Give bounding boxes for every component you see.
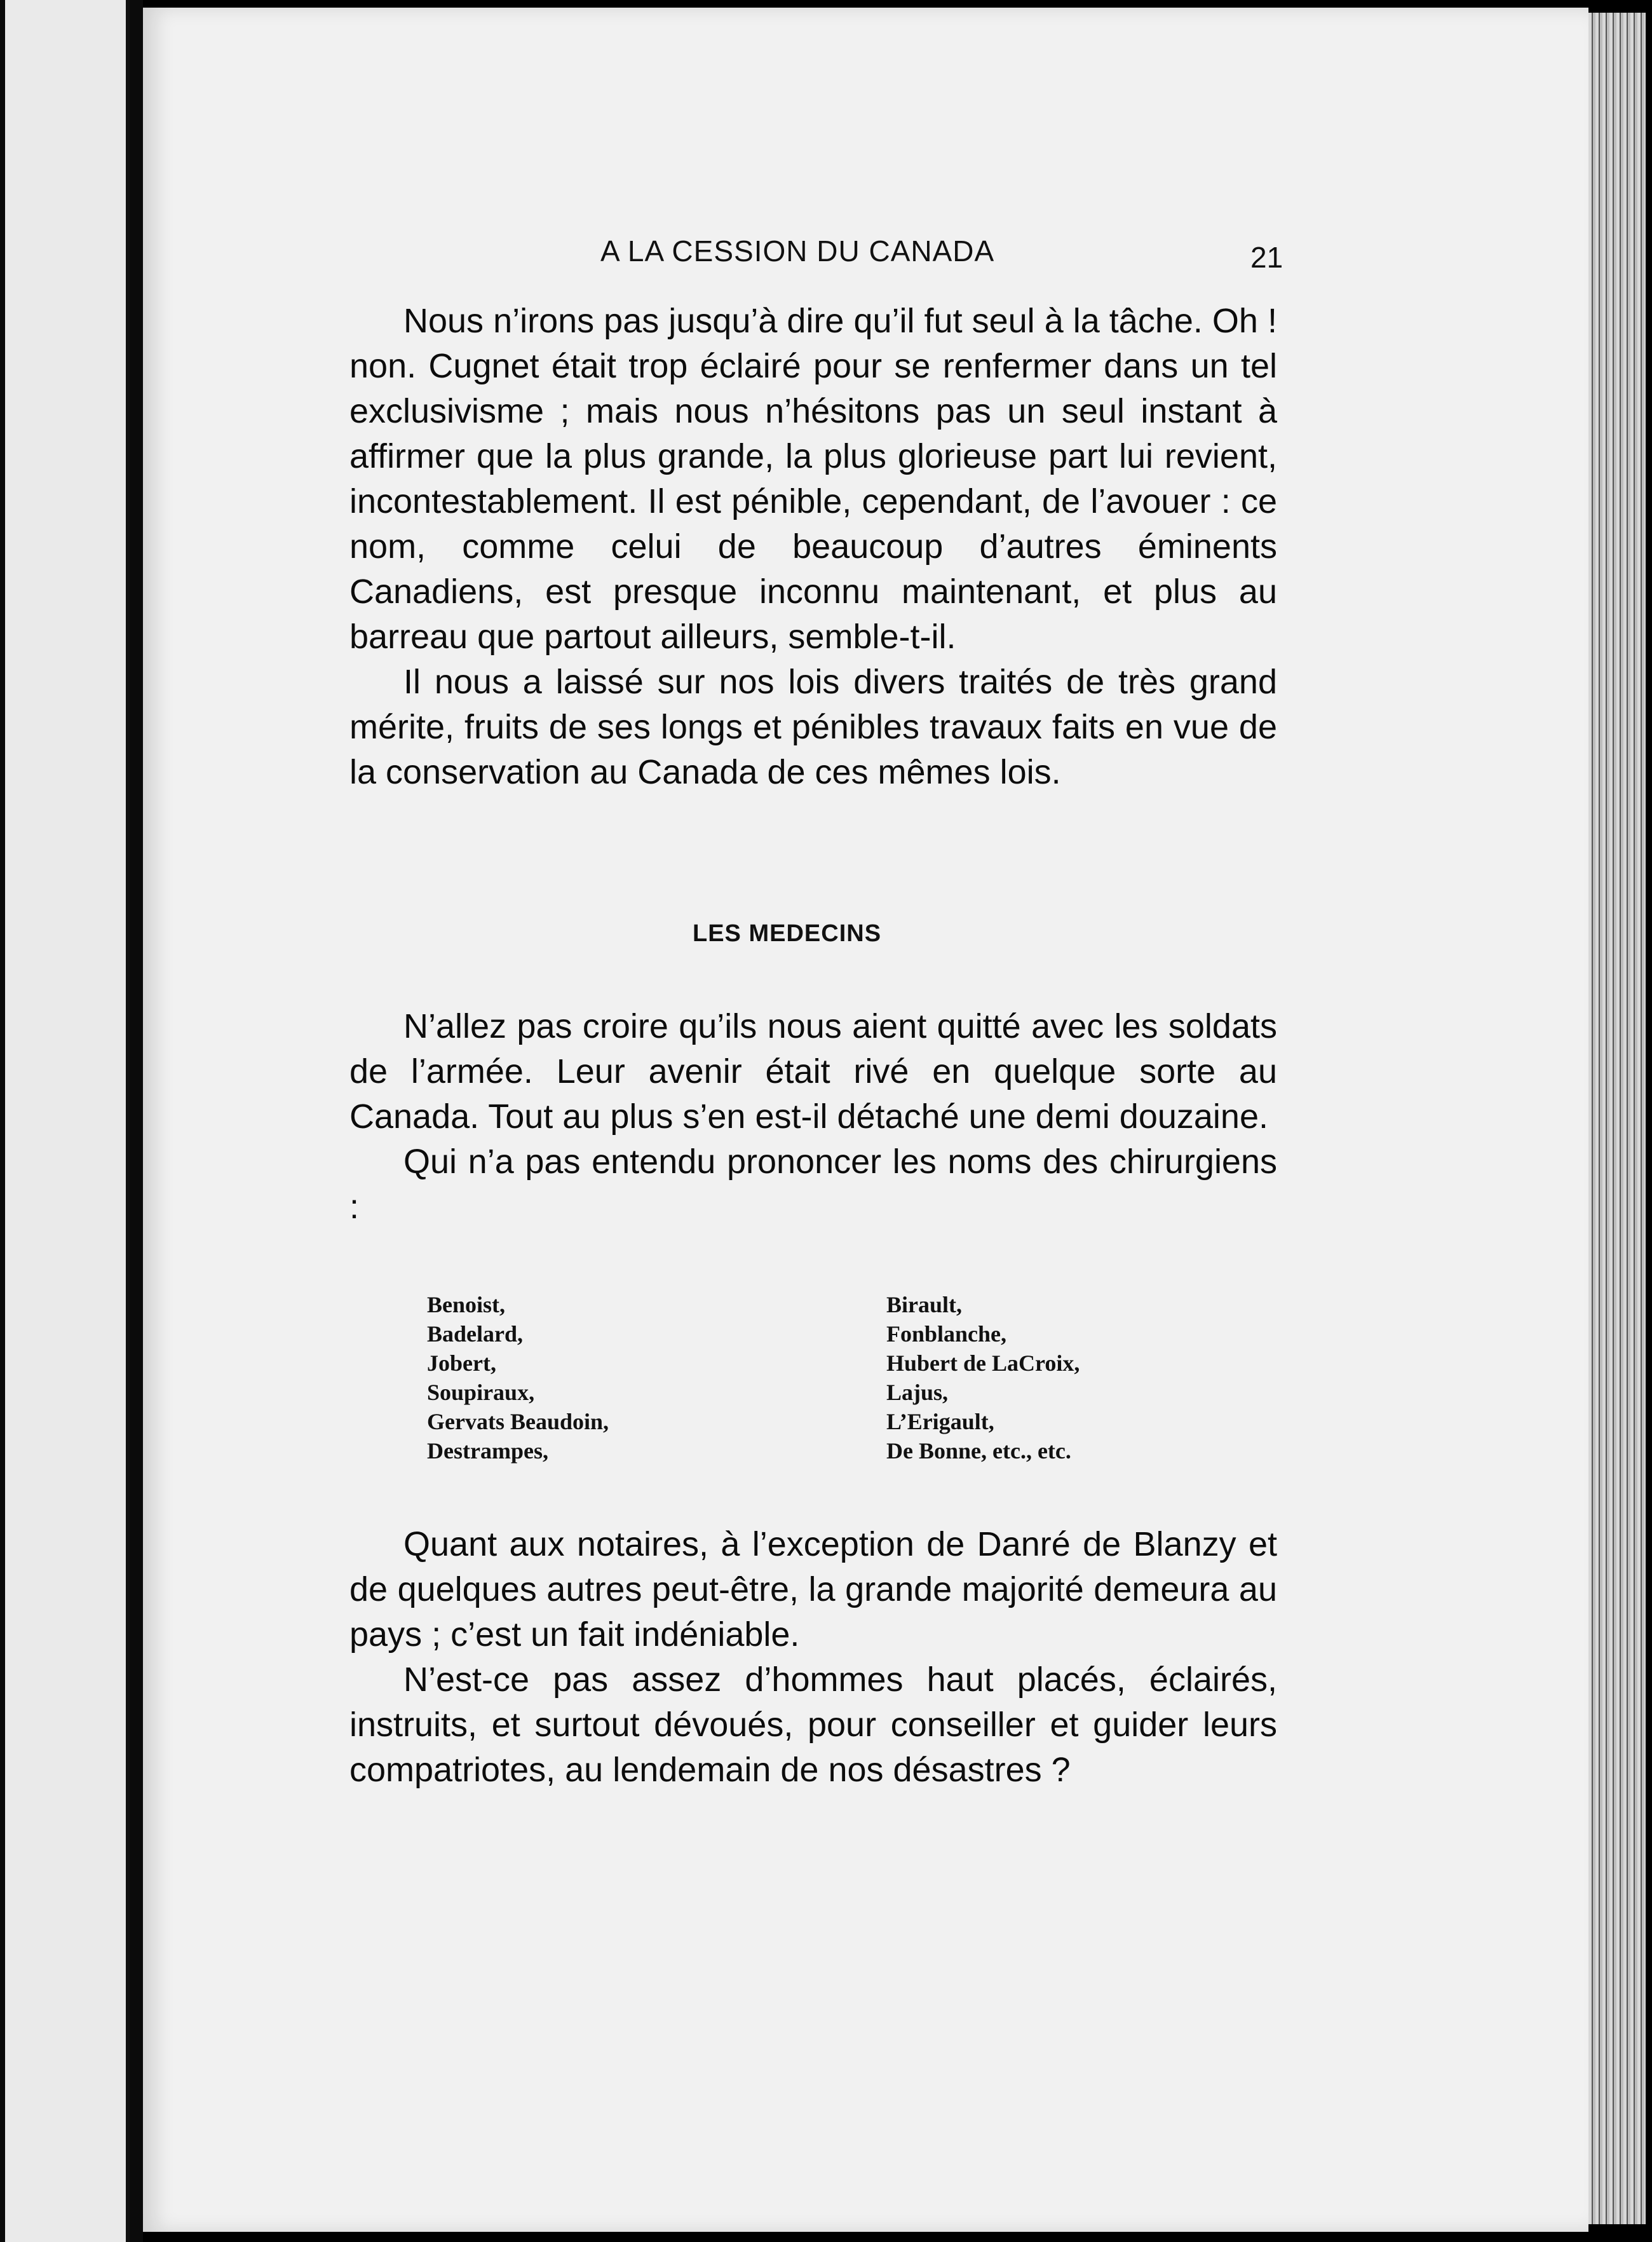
running-head: A LA CESSION DU CANADA [600, 234, 995, 268]
surgeons-list-right [886, 1290, 1080, 1465]
list-item: Fonblanche, [886, 1321, 1007, 1347]
list-item: Badelard, [427, 1321, 524, 1347]
facing-page-strip [5, 0, 130, 2242]
surgeons-list-left [427, 1290, 609, 1465]
page-stack-edges [1588, 13, 1646, 2224]
text-block-bottom [349, 1522, 1277, 1793]
paragraph: N’est-ce pas assez d’hommes haut placés, éclairés, instruits, et surtout dévoués, pour conseiller et guider leurs compatriotes, au lendemain de nos désastres ? [349, 1661, 1277, 1789]
list-item: L’Erigault, [886, 1409, 994, 1434]
paragraph: Quant aux notaires, à l’exception de Danré de Blanzy et de quelques autres peut-être, la grande majorité demeura au pays ; c’est un fait indéniable. [349, 1525, 1277, 1654]
list-item: Hubert de LaCroix, [886, 1350, 1080, 1376]
text-block-middle [349, 1004, 1277, 1230]
list-item: Jobert, [427, 1350, 496, 1376]
section-heading: LES MEDECINS [693, 920, 882, 947]
list-item: Soupiraux, [427, 1380, 535, 1405]
list-item: De Bonne, etc., etc. [886, 1438, 1071, 1464]
list-item: Birault, [886, 1292, 963, 1317]
paragraph: N’allez pas croire qu’ils nous aient quitté avec les soldats de l’armée. Leur avenir était rivé en quelque sorte au Canada. Tout au plus s’en est-il détaché une demi douzaine. [349, 1007, 1277, 1136]
list-item: Benoist, [427, 1292, 506, 1317]
list-item: Lajus, [886, 1380, 949, 1405]
list-item: Gervats Beaudoin, [427, 1409, 609, 1434]
paragraph: Il nous a laissé sur nos lois divers traités de très grand mérite, fruits de ses longs et pénibles travaux faits en vue de la conservation au Canada de ces mêmes lois. [349, 663, 1277, 791]
list-item: Destrampes, [427, 1438, 548, 1464]
paragraph: Nous n’irons pas jusqu’à dire qu’il fut seul à la tâche. Oh ! non. Cugnet était trop éclairé pour se renfermer dans un tel exclusivisme ; mais nous n’hésitons pas un seul instant à affirmer que la plus grande, la plus glorieuse part lui revient, incontestablement. Il est pénible, cependant, de l’avouer : ce nom, comme celui de beaucoup d’autres éminents Canadiens, est presque inconnu maintenant, et plus au barreau que partout ailleurs, semble-t-il. [349, 302, 1277, 656]
facing-page-edge [0, 0, 143, 2242]
paragraph: Qui n’a pas entendu prononcer les noms des chirurgiens : [349, 1143, 1277, 1226]
text-block-top [349, 299, 1277, 795]
page-number: 21 [1250, 241, 1283, 274]
